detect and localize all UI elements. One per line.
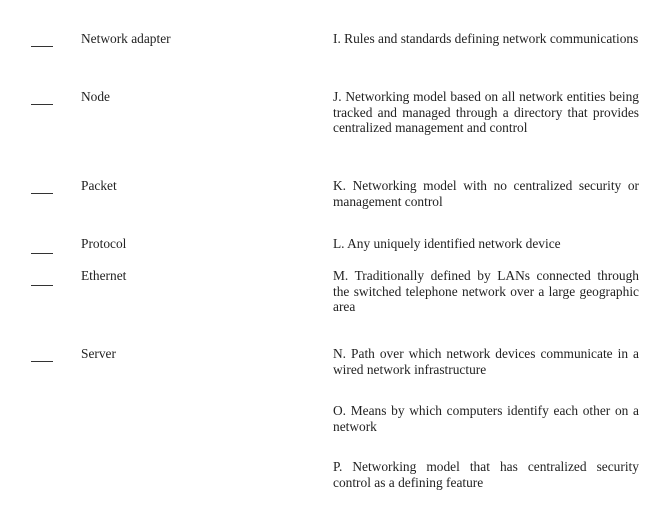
definition-j — [333, 89, 639, 136]
definition-l — [333, 236, 639, 252]
definition-text: Rules and standards defining network communications — [344, 31, 639, 46]
definition-k — [333, 178, 639, 209]
definition-n — [333, 346, 639, 377]
answer-blank-3[interactable] — [31, 193, 53, 194]
definition-letter: K. — [333, 178, 347, 193]
definition-text: Networking model based on all network entities being tracked and managed through a directory that provides centralized management and control — [333, 89, 639, 135]
definition-letter: I. — [333, 31, 341, 46]
answer-blank-1[interactable] — [31, 46, 53, 47]
definition-text: Traditionally defined by LANs connected through the switched telephone network over a large geographic area — [333, 268, 639, 314]
term-ethernet: Ethernet — [81, 268, 127, 283]
definition-letter: J. — [333, 89, 342, 104]
definition-i — [333, 31, 639, 47]
definition-p — [333, 459, 639, 490]
term-server: Server — [81, 346, 116, 361]
definition-text: Path over which network devices communicate in a wired network infrastructure — [333, 346, 639, 377]
definition-letter: P. — [333, 459, 343, 474]
answer-blank-4[interactable] — [31, 253, 53, 254]
term-protocol: Protocol — [81, 236, 127, 251]
answer-blank-5[interactable] — [31, 285, 53, 286]
answer-blank-6[interactable] — [31, 361, 53, 362]
term-network-adapter: Network adapter — [81, 31, 171, 46]
definition-text: Networking model that has centralized security control as a defining feature — [333, 459, 639, 490]
definition-text: Any uniquely identified network device — [347, 236, 561, 251]
term-packet: Packet — [81, 178, 117, 193]
definition-letter: O. — [333, 403, 347, 418]
definition-letter: L. — [333, 236, 345, 251]
definition-letter: M. — [333, 268, 349, 283]
definition-text: Means by which computers identify each other on a network — [333, 403, 639, 434]
definition-text: Networking model with no centralized security or management control — [333, 178, 639, 209]
definition-o — [333, 403, 639, 434]
term-node: Node — [81, 89, 111, 104]
definition-m — [333, 268, 639, 315]
answer-blank-2[interactable] — [31, 104, 53, 105]
definition-letter: N. — [333, 346, 347, 361]
